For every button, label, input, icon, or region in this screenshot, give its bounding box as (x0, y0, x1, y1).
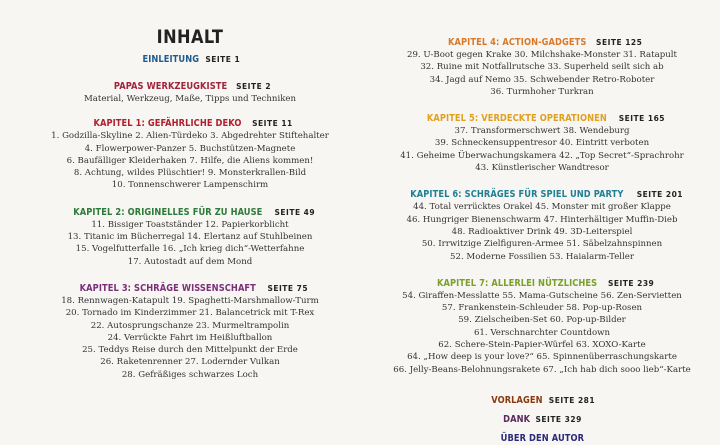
section-page-number: SEITE 2 (236, 82, 272, 91)
project-entry-line: 54. Giraffen-Messlatte 55. Mama-Gutscheine 56. Zen-Servietten (402, 290, 682, 301)
toc-section (392, 112, 692, 174)
project-entry-line: Material, Werkzeug, Maße, Tipps und Techniken (83, 94, 297, 104)
section-page-number: SEITE 11 (252, 119, 293, 129)
section-page-number: SEITE 239 (607, 278, 655, 288)
section-heading (392, 413, 692, 426)
section-title: EINLEITUNG (142, 54, 199, 65)
project-entry-line: 50. Irrwitzige Zielfiguren-Armee 51. Säbelzahnspinnen (421, 239, 663, 250)
project-entry-line: 4. Flowerpower-Panzer 5. Buchstützen-Magnete (84, 143, 296, 154)
left-sections (40, 53, 340, 381)
project-entry-line: 25. Teddys Reise durch den Mittelpunkt der Erde (82, 345, 298, 356)
project-entry-line: 44. Total verrücktes Orakel 45. Monster mit großer Klappe (413, 202, 671, 213)
section-title: PAPAS WERKZEUGKISTE (113, 81, 228, 92)
section-heading (392, 394, 692, 407)
section-title: KAPITEL 5: VERDECKTE OPERATIONEN (426, 113, 607, 125)
project-entry-line: 61. Verschnarchter Countdown (473, 327, 611, 338)
section-page-number: SEITE 165 (618, 114, 666, 124)
section-title: KAPITEL 7: ALLERLEI NÜTZLICHES (436, 277, 597, 289)
toc-section (40, 282, 340, 381)
project-entry-line: 62. Schere-Stein-Papier-Würfel 63. XOXO-Karte (438, 340, 646, 351)
section-title: KAPITEL 2: ORIGINELLES FÜR ZU HAUSE (73, 206, 263, 218)
toc-section (392, 188, 692, 262)
project-entry-line: 66. Jelly-Beans-Belohnungsrakete 67. „Ich hab dich sooo lieb“-Karte (393, 364, 691, 375)
section-heading (392, 277, 692, 290)
section-page-number: SEITE 1 (205, 55, 241, 64)
section-page-number: SEITE 201 (636, 190, 684, 200)
project-entry-line: 32. Ruine mit Notfallrutsche 33. Superheld seilt sich ab (420, 62, 664, 73)
section-title: KAPITEL 1: GEFÄHRLICHE DEKO (93, 118, 242, 130)
project-entry-line: 29. U-Boot gegen Krake 30. Milchshake-Monster 31. Ratapult (407, 50, 677, 60)
section-title: VORLAGEN (491, 394, 543, 406)
toc-section (40, 53, 340, 66)
project-entry-line: 6. Baufälliger Kleiderhaken 7. Hilfe, die Aliens kommen! (66, 155, 314, 166)
project-entry-line: 13. Titanic im Bücherregal 14. Elertanz auf Stuhlbeinen (67, 232, 313, 243)
section-page-number: SEITE 281 (548, 395, 596, 405)
project-entry-line: 24. Verrückte Fahrt im Heißluftballon (107, 332, 273, 343)
toc-section (392, 36, 692, 98)
project-entry-line: 26. Raketenrenner 27. Lodernder Vulkan (100, 357, 280, 368)
project-entry-line: 46. Hungriger Bienenschwarm 47. Hinterhältiger Muffin-Dieb (406, 214, 678, 225)
project-entry-line: 64. „How deep is your love?“ 65. Spinnenüberraschungskarte (407, 352, 677, 363)
section-heading (40, 206, 340, 219)
project-entry-line: 17. Autostadt auf dem Mond (127, 256, 253, 267)
project-entry-line: 59. Zielscheiben-Set 60. Pop-up-Bilder (458, 315, 626, 326)
toc-left-column (40, 0, 340, 381)
section-title: KAPITEL 4: ACTION-GADGETS (447, 37, 587, 48)
project-entry-line: 57. Frankenstein-Schleuder 58. Pop-up-Rosen (441, 303, 643, 314)
page-title: INHALT (156, 26, 224, 48)
project-entry-line: 20. Tornado im Kinderzimmer 21. Balancetrick mit T-Rex (65, 308, 315, 319)
toc-section (392, 432, 692, 445)
project-entry-line: 34. Jagd auf Nemo 35. Schwebender Retro-Roboter (429, 74, 655, 85)
section-heading (40, 117, 340, 130)
section-page-number: SEITE 125 (596, 38, 643, 47)
toc-section (40, 80, 340, 105)
section-heading (392, 112, 692, 125)
section-page-number: SEITE 75 (267, 283, 309, 293)
project-entry-line: 52. Moderne Fossilien 53. Haialarm-Teller (450, 251, 634, 262)
project-entry-line: 36. Turmhoher Turkran (490, 86, 594, 97)
toc-right-column (392, 0, 692, 445)
section-page-number: SEITE 49 (274, 207, 316, 217)
section-title: DANK (503, 413, 531, 425)
project-entry-line: 1. Godzilla-Skyline 2. Alien-Türdeko 3. Abgedrehter Stiftehalter (51, 131, 329, 142)
toc-section (392, 277, 692, 376)
right-sections (392, 0, 692, 445)
project-entry-line: 10. Tonnenschwerer Lampenschirm (111, 180, 269, 191)
toc-section (40, 206, 340, 268)
section-heading (40, 80, 340, 93)
project-entry-line: 43. Künstlerischer Wandtresor (475, 163, 609, 174)
section-heading (392, 432, 692, 445)
section-heading (40, 282, 340, 295)
section-heading (392, 188, 692, 201)
project-entry-line: 28. Gefräßiges schwarzes Loch (121, 369, 259, 380)
toc-section (392, 413, 692, 426)
section-title: KAPITEL 3: SCHRÄGE WISSENSCHAFT (79, 282, 256, 294)
project-entry-line: 8. Achtung, wildes Plüschtier! 9. Monsterkrallen-Bild (73, 168, 307, 179)
project-entry-line: 18. Rennwagen-Katapult 19. Spaghetti-Marshmallow-Turm (61, 295, 319, 306)
project-entry-line: 39. Schneckensuppentresor 40. Eintritt verboten (434, 138, 650, 149)
project-entry-line: 11. Bissiger Toastständer 12. Papierkorblicht (91, 219, 289, 230)
section-heading (40, 53, 340, 66)
project-entry-line: 15. Vogelfutterfalle 16. „Ich krieg dich“-Wetterfahne (75, 244, 305, 255)
toc-section (392, 394, 692, 407)
project-entry-line: 48. Radioaktiver Drink 49. 3D-Leiterspiel (451, 226, 633, 237)
section-title: ÜBER DEN AUTOR (500, 432, 584, 444)
project-entry-line: 41. Geheime Überwachungskamera 42. „Top Secret“-Sprachrohr (400, 150, 684, 161)
section-title: KAPITEL 6: SCHRÄGES FÜR SPIEL UND PARTY (410, 189, 624, 201)
project-entry-line: 22. Autosprungschanze 23. Murmeltrampolin (90, 320, 290, 331)
section-page-number: SEITE 329 (535, 414, 582, 424)
toc-section (40, 117, 340, 191)
project-entry-line: 37. Transformerschwert 38. Wendeburg (454, 126, 630, 137)
section-heading (392, 36, 692, 49)
